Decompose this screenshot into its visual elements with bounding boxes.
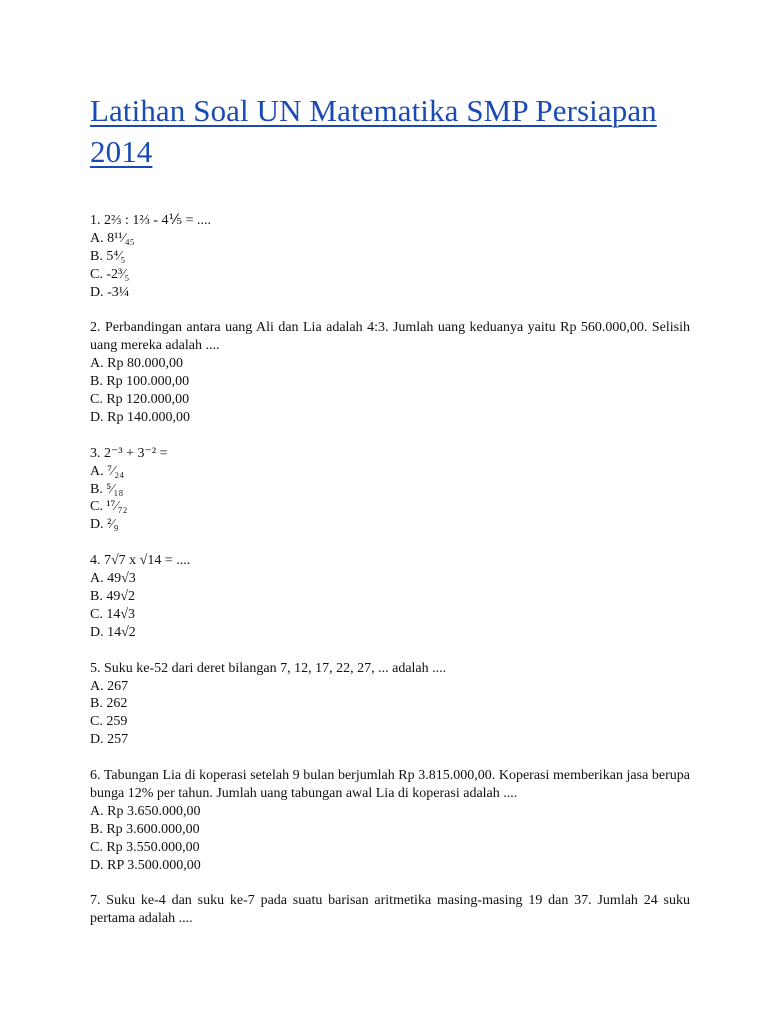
question-stem: 5. Suku ke-52 dari deret bilangan 7, 12, 17, 22, 27, ... adalah ....: [90, 660, 447, 676]
answer-option: B. Rp 3.600.000,00: [90, 821, 200, 837]
answer-option: B. 262: [90, 696, 128, 712]
answer-option: C. -2³⁄₅: [90, 266, 130, 282]
question-stem: 1. 2⅔ : 1⅔ - 4⅕ = ....: [90, 213, 212, 228]
answer-option: A. Rp 80.000,00: [90, 356, 183, 372]
answer-option: C. 259: [90, 714, 128, 730]
question-stem: 4. 7√7 x √14 = ....: [90, 553, 191, 569]
answer-option: C. 14√3: [90, 606, 136, 622]
question-block: [90, 212, 690, 302]
answer-option: C. Rp 3.550.000,00: [90, 839, 200, 855]
question-block: [90, 319, 690, 426]
question-block: [90, 892, 690, 928]
question-stem: 2. Perbandingan antara uang Ali dan Lia adalah 4:3. Jumlah uang keduanya yaitu Rp 560.000,00. Selisih uang mereka adalah ....: [90, 320, 690, 354]
answer-option: B. ⁵⁄₁₈: [90, 481, 124, 497]
answer-option: D. RP 3.500.000,00: [90, 857, 201, 873]
question-stem: 6. Tabungan Lia di koperasi setelah 9 bulan berjumlah Rp 3.815.000,00. Koperasi memberikan jasa berupa bunga 12% per tahun. Jumlah uang tabungan awal Lia di koperasi adalah ....: [90, 768, 690, 801]
answer-option: A. Rp 3.650.000,00: [90, 803, 201, 819]
answer-option: D. ²⁄₉: [90, 517, 119, 533]
question-block: [90, 552, 690, 642]
question-block: [90, 660, 690, 750]
answer-option: A. ⁷⁄₂₄: [90, 463, 125, 479]
answer-option: B. Rp 100.000,00: [90, 374, 190, 390]
answer-option: D. Rp 140.000,00: [90, 409, 190, 425]
answer-option: B. 49√2: [90, 588, 136, 604]
answer-option: C. Rp 120.000,00: [90, 392, 190, 408]
answer-option: D. -3¼: [90, 284, 130, 300]
question-stem: 3. 2⁻³ + 3⁻² =: [90, 445, 168, 461]
answer-option: C. ¹⁷⁄₇₂: [90, 499, 128, 515]
question-stem: 7. Suku ke-4 dan suku ke-7 pada suatu barisan aritmetika masing-masing 19 dan 37. Jumlah 24 suku pertama adalah ....: [90, 893, 690, 927]
answer-option: A. 267: [90, 678, 129, 694]
question-list: [90, 212, 768, 928]
answer-option: B. 5⁴⁄₅: [90, 248, 126, 264]
answer-option: D. 14√2: [90, 624, 136, 640]
page-title[interactable]: Latihan Soal UN Matematika SMP Persiapan 2014: [90, 93, 657, 169]
question-block: [90, 445, 690, 535]
question-block: [90, 767, 690, 874]
answer-option: A. 49√3: [90, 571, 136, 587]
answer-option: A. 8¹¹⁄₄₅: [90, 230, 135, 246]
answer-option: D. 257: [90, 732, 129, 748]
